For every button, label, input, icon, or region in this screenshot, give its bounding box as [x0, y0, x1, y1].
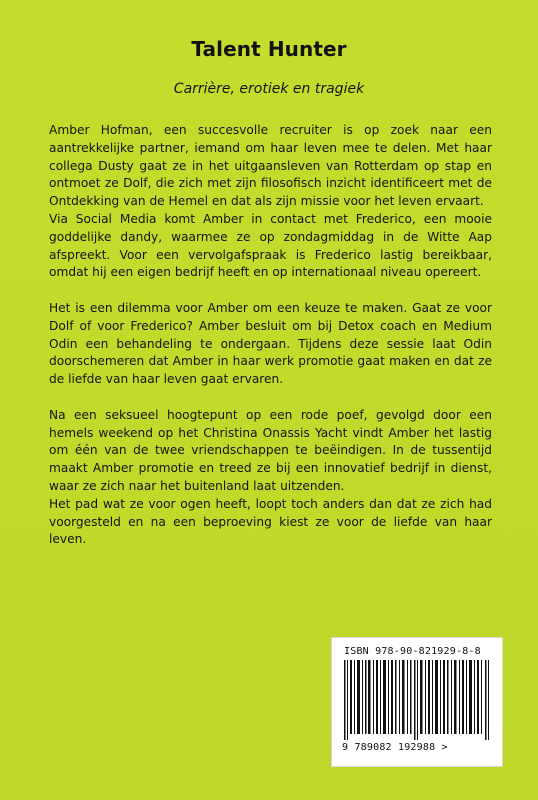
book-title: Talent Hunter — [191, 37, 347, 61]
blurb-paragraph: Het is een dilemma voor Amber om een keuze te maken. Gaat ze voor Dolf of voor Frederico? Amber besluit om bij Detox coach en Medium Odin een behandeling te ondergaan. Tijdens deze sessie laat Odin doorschemeren dat Amber in haar werk promotie gaat maken en dat ze de liefde van haar leven gaat ervaren. — [49, 300, 492, 387]
paragraph-gap — [49, 282, 492, 300]
isbn-barcode-panel — [331, 637, 503, 767]
isbn-label: ISBN 978-90-821929-8-8 — [344, 646, 481, 657]
blurb-paragraph: Via Social Media komt Amber in contact met Frederico, een mooie goddelijke dandy, waarmee ze op zondagmiddag in de Witte Aap afspreekt. Voor een vervolgafspraak is Frederico lastig bereikbaar, omdat hij een eigen bedrijf heeft en op internationaal niveau opereert. — [49, 211, 492, 280]
paragraph-gap — [49, 389, 492, 407]
blurb-paragraph: Het pad wat ze voor ogen heeft, loopt toch anders dan dat ze zich had voorgesteld en na een beproeving kiest ze voor de liefde van haar leven. — [49, 496, 492, 547]
book-subtitle: Carrière, erotiek en tragiek — [173, 81, 365, 97]
blurb-paragraph: Amber Hofman, een succesvolle recruiter is op zoek naar een aantrekkelijke partner, iemand om haar leven mee te delen. Met haar collega Dusty gaat ze in het uitgaansleven van Rotterdam op stap en ontmoet ze Dolf, die zich met zijn filosofisch inzicht identificeert met de Ontdekking van de Hemel en dat als zijn missie voor het leven ervaart. — [49, 123, 492, 209]
blurb-paragraph: Na een seksueel hoogtepunt op een rode poef, gevolgd door een hemels weekend op het Christina Onassis Yacht vindt Amber het lastig om één van de twee vriendschappen te beëindigen. In de tussentijd maakt Amber promotie en treed ze bij een innovatief bedrijf in dienst, waar ze zich naar het buitenland laat uitzenden. — [49, 407, 492, 493]
barcode-graphic — [344, 660, 492, 740]
blurb — [49, 122, 492, 549]
barcode-digits: 9 789082 192988 > — [342, 742, 448, 753]
